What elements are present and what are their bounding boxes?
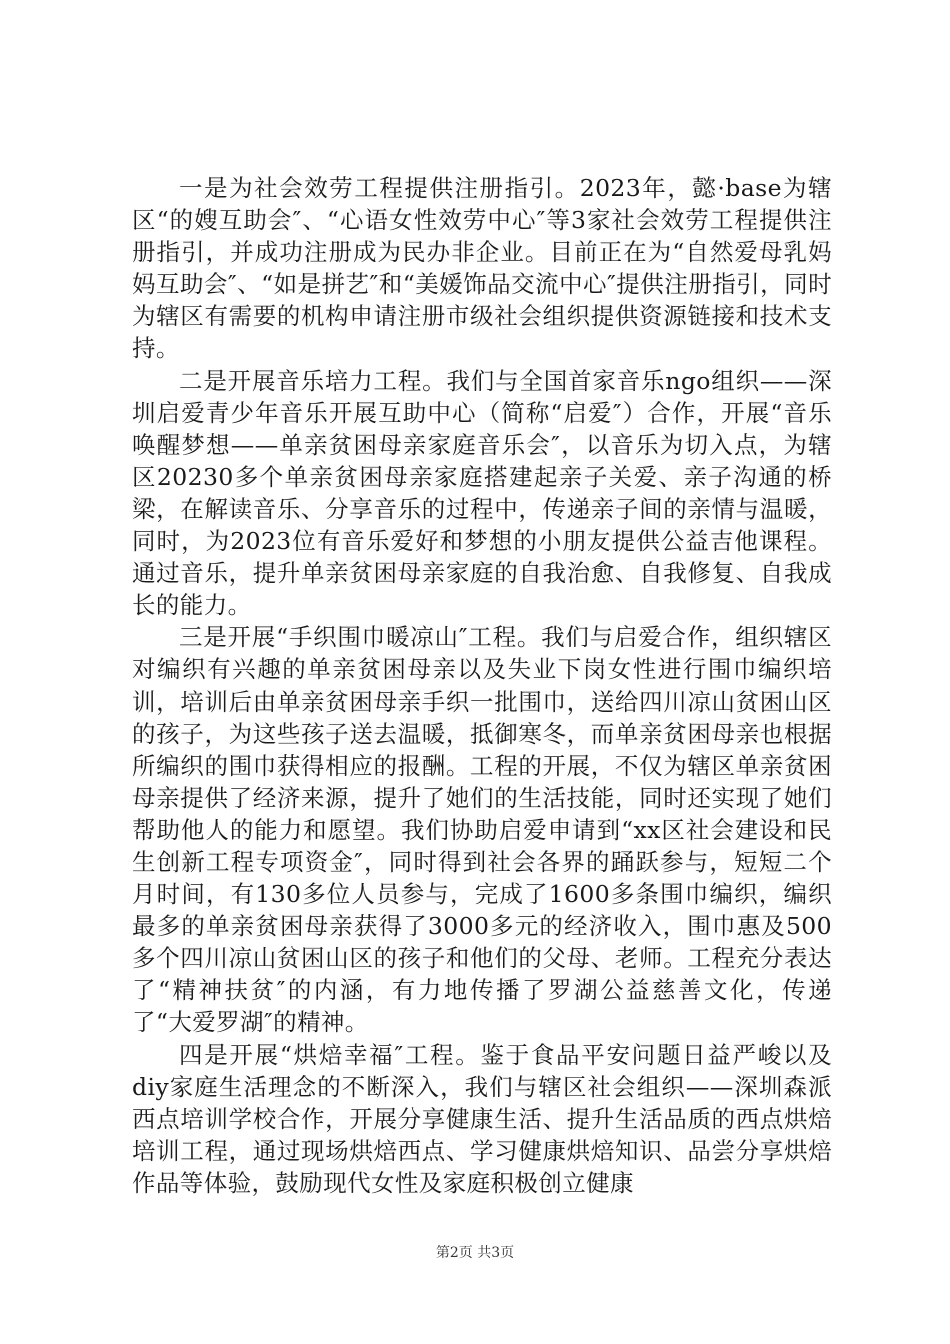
- paragraph-scarf-project: 三是开展“手织围巾暖凉山″工程。我们与启爱合作，组织辖区对编织有兴趣的单亲贫困母亲以及失业下岗女性进行围巾编织培训，培训后由单亲贫困母亲手织一批围巾，送给四川凉山贫困山区的孩子，为这些孩子送去温暖，抵御寒冬，而单亲贫困母亲也根据所编织的围巾获得相应的报酬。工程的开展，不仅为辖区单亲贫困母亲提供了经济来源，提升了她们的生活技能，同时还实现了她们帮助他人的能力和愿望。我们协助启爱申请到“xx区社会建设和民生创新工程专项资金″，同时得到社会各界的踊跃参与，短短二个月时间，有130多位人员参与，完成了1600多条围巾编织，编织最多的单亲贫困母亲获得了3000多元的经济收入，围巾惠及500多个四川凉山贫困山区的孩子和他们的父母、老师。工程充分表达了“精神扶贫″的内涵，有力地传播了罗湖公益慈善文化，传递了“大爱罗湖″的精神。: [132, 623, 832, 1037]
- paragraph-music-project: 二是开展音乐培力工程。我们与全国首家音乐ngo组织——深圳启爱青少年音乐开展互助中心（简称“启爱″）合作，开展“音乐唤醒梦想——单亲贫困母亲家庭音乐会″，以音乐为切入点，为辖区20230多个单亲贫困母亲家庭搭建起亲子关爱、亲子沟通的桥梁，在解读音乐、分享音乐的过程中，传递亲子间的亲情与温暖，同时，为2023位有音乐爱好和梦想的小朋友提供公益吉他课程。通过音乐，提升单亲贫困母亲家庭的自我治愈、自我修复、自我成长的能力。: [132, 366, 832, 620]
- paragraph-registration-guidance: 一是为社会效劳工程提供注册指引。2023年，懿·base为辖区“的嫂互助会″、“心语女性效劳中心″等3家社会效劳工程提供注册指引，并成功注册成为民办非企业。目前正在为“自然爱母乳妈妈互助会″、“如是拼艺″和“美媛饰品交流中心″提供注册指引，同时为辖区有需要的机构申请注册市级社会组织提供资源链接和技术支持。: [132, 174, 832, 363]
- document-body: [132, 172, 832, 1199]
- paragraph-baking-project: 四是开展“烘焙幸福″工程。鉴于食品平安问题日益严峻以及diy家庭生活理念的不断深入，我们与辖区社会组织——深圳森派西点培训学校合作，开展分享健康生活、提升生活品质的西点烘焙培训工程，通过现场烘焙西点、学习健康烘焙知识、品尝分享烘焙作品等体验，鼓励现代女性及家庭积极创立健康: [132, 1040, 832, 1197]
- page-number-footer: 第2页 共3页: [435, 1245, 515, 1261]
